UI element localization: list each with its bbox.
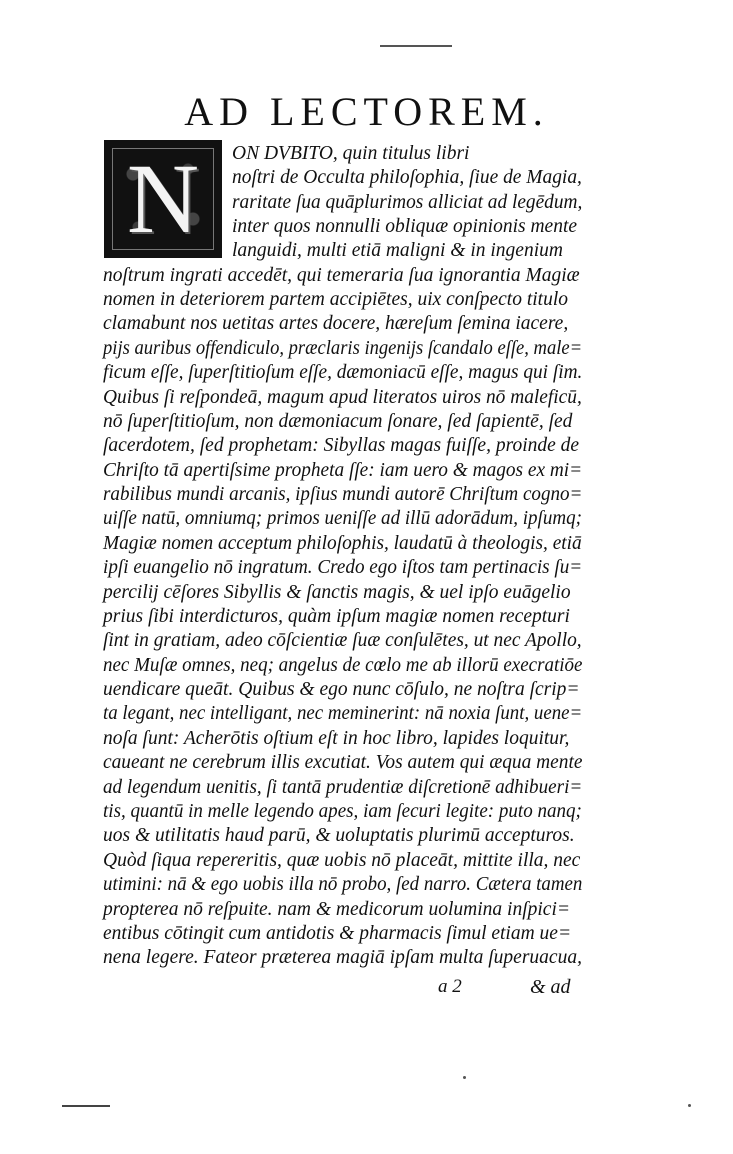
page-heading: AD LECTOREM.	[184, 89, 549, 134]
text-line: clamabunt nos uetitas artes docere, hæreſum ſemina iacere,	[103, 313, 569, 334]
text-line: nena legere. Fateor præterea magiā ipſam multa ſuperuacua,	[103, 947, 582, 968]
text-line: noſtrum ingrati accedēt, qui temeraria ſua ignorantia Magiæ	[103, 265, 580, 286]
text-line: ta legant, nec intelligant, nec meminerint: nā noxia ſunt, uene=	[103, 703, 583, 724]
text-line: percilij cēſores Sibyllis & ſanctis magis, & uel ipſo euāgelio	[103, 582, 571, 603]
text-line: Quibus ſi reſpondeā, magum apud literatos uiros nō maleficū,	[103, 387, 582, 408]
text-line: caueant ne cerebrum illis excutiat. Vos autem qui æqua mente	[103, 752, 583, 773]
initial-letter: N	[126, 143, 200, 254]
text-line: ſint in gratiam, adeo cōſcientiæ ſuæ conſulētes, ut nec Apollo,	[103, 630, 582, 651]
text-line: rabilibus mundi arcanis, ipſius mundi autorē Chriſtum cogno=	[103, 484, 583, 505]
text-line: ON DVBITO, quin titulus libri	[232, 143, 470, 164]
text-line: Magiæ nomen acceptum philoſophis, laudatū à theologis, etiā	[103, 533, 582, 554]
text-line: pijs auribus offendiculo, præclaris ingenijs ſcandalo eſſe, male=	[103, 338, 583, 359]
text-line: noſtri de Occulta philoſophia, ſiue de Magia,	[232, 167, 582, 188]
ink-speck	[688, 1104, 691, 1107]
text-line: inter quos nonnulli obliquæ opinionis mente	[232, 216, 578, 237]
text-line: uiſſe natū, omniumq; primos ueniſſe ad illū adorādum, ipſumq;	[103, 508, 582, 529]
text-line: nomen in deteriorem partem accipiētes, uix conſpecto titulo	[103, 289, 568, 310]
text-line: utimini: nā & ego uobis illa nō probo, ſed narro. Cætera tamen	[103, 874, 583, 895]
text-line: uendicare queāt. Quibus & ego nunc cōſulo, ne noſtra ſcrip=	[103, 679, 580, 700]
text-line: entibus cōtingit cum antidotis & pharmacis ſimul etiam ue=	[103, 923, 572, 944]
text-line: nō ſuperſtitioſum, non dæmoniacum ſonare, ſed ſapientē, ſed	[103, 411, 573, 432]
text-line: ficum eſſe, ſuperſtitioſum eſſe, dæmoniacū eſſe, magus qui ſim.	[103, 362, 583, 383]
bottom-rule	[62, 1105, 110, 1107]
text-line: propterea nō reſpuite. nam & medicorum uolumina inſpici=	[103, 899, 571, 920]
text-line: ad legendum uenitis, ſi tantā prudentiæ diſcretionē adhibueri=	[103, 777, 583, 798]
signature-mark: a 2	[438, 976, 462, 997]
text-line: nec Muſæ omnes, neq; angelus de cœlo me ab illorū execratiōe	[103, 655, 583, 676]
text-line: raritate ſua quāplurimos alliciat ad legēdum,	[232, 192, 583, 213]
text-line: prius ſibi interdicturos, quàm ipſum magiæ nomen recepturi	[103, 606, 570, 627]
ink-speck	[463, 1076, 466, 1079]
text-line: tis, quantū in melle legendo apes, iam ſecuri legite: puto nanq;	[103, 801, 582, 822]
catchword: & ad	[530, 976, 571, 998]
text-line: Quòd ſiqua repereritis, quæ uobis nō placeāt, mittite illa, nec	[103, 850, 581, 871]
text-line: Chriſto tā apertiſsime propheta ſſe: iam uero & magos ex mi=	[103, 460, 583, 481]
text-line: ipſi euangelio nō ingratum. Credo ego iſtos tam pertinacis ſu=	[103, 557, 583, 578]
text-line: ſacerdotem, ſed prophetam: Sibyllas magas fuiſſe, proinde de	[103, 435, 580, 456]
text-line: languidi, multi etiā maligni & in ingenium	[232, 240, 563, 261]
text-line: noſa ſunt: Acherōtis oſtium eſt in hoc libro, lapides loquitur,	[103, 728, 570, 749]
text-line: uos & utilitatis haud parū, & uoluptatis plurimū accepturos.	[103, 825, 575, 846]
